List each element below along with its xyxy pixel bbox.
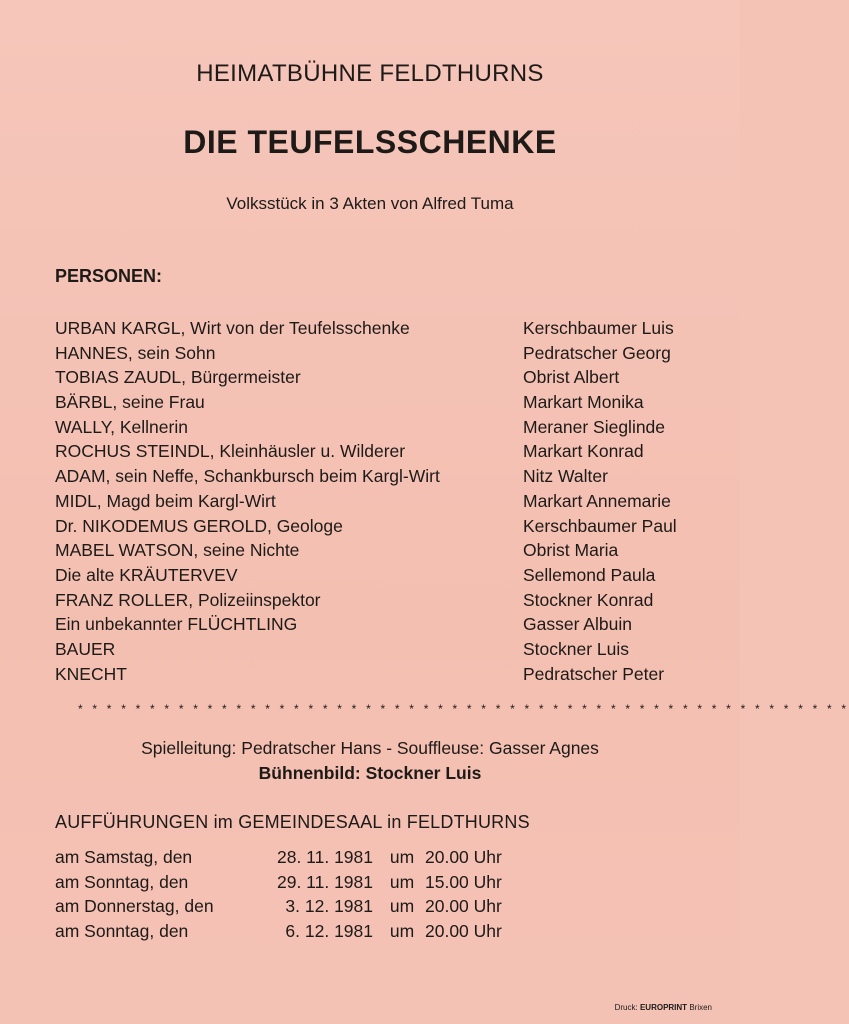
performance-day: am Samstag, den xyxy=(55,847,193,867)
cast-role: WALLY, Kellnerin xyxy=(55,416,188,437)
cast-actor: Nitz Walter xyxy=(523,466,608,487)
cast-row xyxy=(55,489,715,514)
performance-time: 15.00 Uhr xyxy=(425,871,502,892)
cast-row xyxy=(55,316,715,341)
performance-um: um xyxy=(389,871,415,892)
performance-date: 3. 12. 1981 xyxy=(285,896,373,917)
cast-actor: Markart Konrad xyxy=(523,441,644,462)
cast-role: TOBIAS ZAUDL, Bürgermeister xyxy=(55,367,301,388)
cast-actor: Pedratscher Peter xyxy=(523,663,665,684)
cast-row xyxy=(55,464,715,489)
cast-row xyxy=(55,365,715,390)
performance-date: 6. 12. 1981 xyxy=(285,920,373,941)
printer-brand: EUROPRINT xyxy=(639,1003,688,1012)
performance-date: 29. 11. 1981 xyxy=(276,871,373,892)
stage-design-credit: Bühnenbild: Stockner Luis xyxy=(258,763,482,783)
performance-um: um xyxy=(389,896,415,917)
cast-actor: Stockner Luis xyxy=(523,638,630,659)
cast-row xyxy=(55,662,715,687)
performance-row xyxy=(55,894,555,919)
cast-row xyxy=(55,439,715,464)
cast-role: ADAM, sein Neffe, Schankbursch beim Kargl-Wirt xyxy=(55,466,440,487)
cast-row xyxy=(55,588,715,613)
performance-list xyxy=(55,845,555,943)
performance-um: um xyxy=(389,920,415,941)
cast-actor: Kerschbaumer Paul xyxy=(523,515,677,536)
cast-actor: Stockner Konrad xyxy=(523,589,654,610)
performance-time: 20.00 Uhr xyxy=(425,896,502,917)
performance-time: 20.00 Uhr xyxy=(425,847,502,867)
cast-role: MIDL, Magd beim Kargl-Wirt xyxy=(55,490,276,511)
cast-role: Ein unbekannter FLÜCHTLING xyxy=(55,614,298,635)
cast-row xyxy=(55,637,715,662)
printer-label: Druck: xyxy=(614,1003,638,1012)
performance-row xyxy=(55,919,555,944)
cast-role: BAUER xyxy=(55,638,116,659)
cast-role: ROCHUS STEINDL, Kleinhäusler u. Wilderer xyxy=(55,441,406,462)
cast-role: KNECHT xyxy=(55,663,127,684)
cast-row xyxy=(55,563,715,588)
performance-day: am Donnerstag, den xyxy=(55,896,214,917)
cast-row xyxy=(55,415,715,440)
performance-time: 20.00 Uhr xyxy=(425,920,502,941)
cast-row xyxy=(55,341,715,366)
performance-date: 28. 11. 1981 xyxy=(276,847,373,867)
cast-row xyxy=(55,612,715,637)
play-title: DIE TEUFELSSCHENKE xyxy=(183,124,557,160)
performance-um: um xyxy=(389,847,415,867)
performance-day: am Sonntag, den xyxy=(55,871,189,892)
direction-credits: Spielleitung: Pedratscher Hans - Souffleuse: Gasser Agnes xyxy=(141,738,599,758)
cast-actor: Kerschbaumer Luis xyxy=(523,318,674,338)
cast-actor: Sellemond Paula xyxy=(523,564,656,585)
cast-heading: PERSONEN: xyxy=(55,266,163,286)
printer-city: Brixen xyxy=(689,1003,712,1012)
cast-role: MABEL WATSON, seine Nichte xyxy=(55,540,300,561)
printer-credit xyxy=(615,1003,712,1012)
cast-actor: Meraner Sieglinde xyxy=(523,416,666,437)
cast-row xyxy=(55,514,715,539)
star-divider: * * * * * * * * * * * * * * * * * * * * * * * * * * * * * * * * * * * * * * * * * * * * * * * * * * * * * * xyxy=(78,702,849,716)
cast-row xyxy=(55,538,715,563)
performance-row xyxy=(55,870,555,895)
cast-role: HANNES, sein Sohn xyxy=(55,342,216,363)
cast-list xyxy=(55,316,715,686)
theatre-name: HEIMATBÜHNE FELDTHURNS xyxy=(196,60,544,87)
performance-row xyxy=(55,845,555,870)
cast-role: Die alte KRÄUTERVEV xyxy=(55,564,238,585)
cast-row xyxy=(55,390,715,415)
play-subtitle: Volksstück in 3 Akten von Alfred Tuma xyxy=(226,194,514,213)
performances-heading: AUFFÜHRUNGEN im GEMEINDESAAL in FELDTHURNS xyxy=(55,812,530,832)
cast-role: BÄRBL, seine Frau xyxy=(55,392,205,413)
cast-role: Dr. NIKODEMUS GEROLD, Geologe xyxy=(55,515,343,536)
cast-actor: Markart Annemarie xyxy=(523,490,671,511)
cast-actor: Pedratscher Georg xyxy=(523,342,671,363)
cast-actor: Obrist Maria xyxy=(523,540,619,561)
cast-actor: Obrist Albert xyxy=(523,367,620,388)
cast-role: URBAN KARGL, Wirt von der Teufelsschenke xyxy=(55,318,410,338)
cast-actor: Gasser Albuin xyxy=(523,614,632,635)
cast-actor: Markart Monika xyxy=(523,392,644,413)
performance-day: am Sonntag, den xyxy=(55,920,189,941)
cast-role: FRANZ ROLLER, Polizeiinspektor xyxy=(55,589,321,610)
